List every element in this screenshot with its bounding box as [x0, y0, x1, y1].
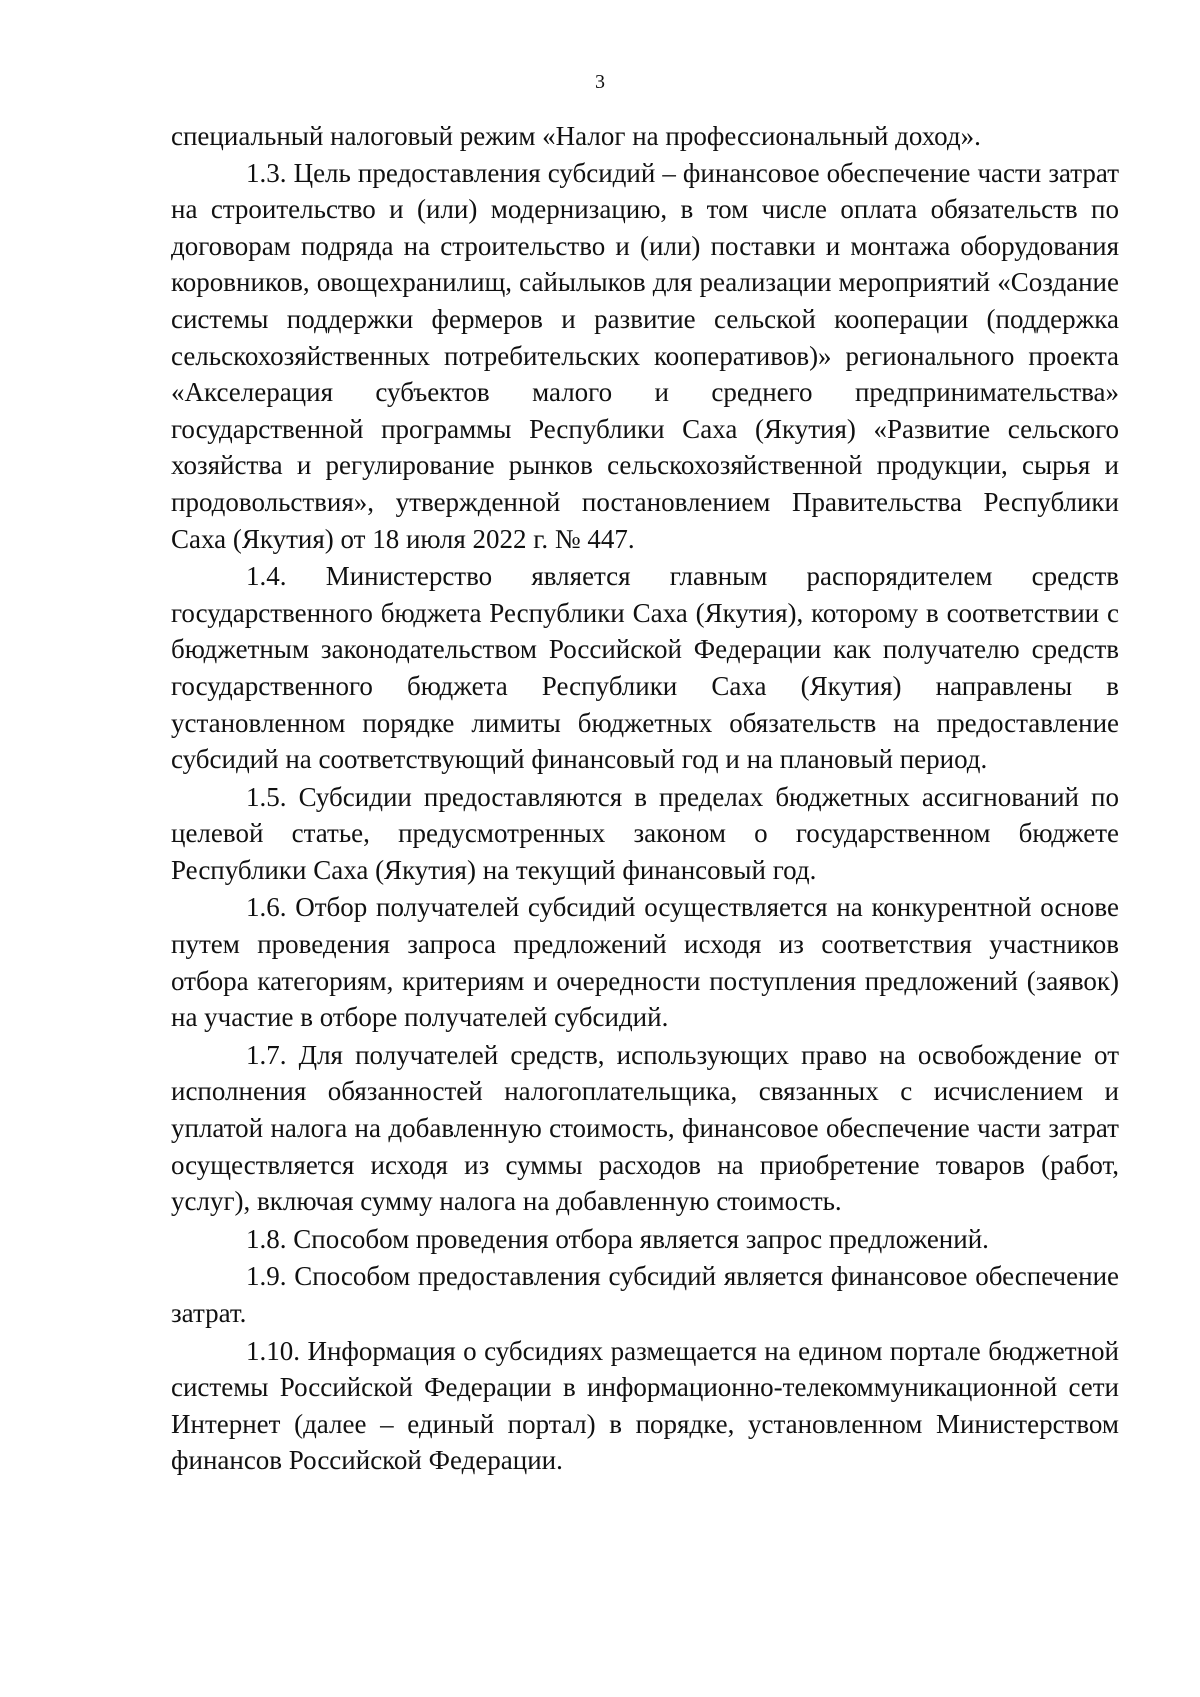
page-number: 3	[595, 71, 605, 93]
paragraph-continuation: специальный налоговый режим «Налог на профессиональный доход».	[171, 121, 981, 151]
paragraph-1-8: 1.8. Способом проведения отбора является запрос предложений.	[246, 1223, 989, 1254]
document-body	[171, 118, 1119, 1479]
paragraph-1-10: 1.10. Информация о субсидиях размещается на едином портале бюджетной системы Российской Федерации в информационно-телекоммуникационной сети Интернет (далее – единый портал) в порядке, установленном Министерством финансов Российской Федерации.	[171, 1335, 1119, 1476]
paragraph-1-9: 1.9. Способом предоставления субсидий является финансовое обеспечение затрат.	[171, 1261, 1119, 1328]
paragraph-1-6: 1.6. Отбор получателей субсидий осуществляется на конкурентной основе путем проведения запроса предложений исходя из соответствия участников отбора категориям, критериям и очередности поступления предложений (заявок) на участие в отборе получателей субсидий.	[171, 892, 1119, 1033]
paragraph-1-4: 1.4. Министерство является главным распорядителем средств государственного бюджета Республики Саха (Якутия), которому в соответствии с бюджетным законодательством Российской Федерации как получателю средств государственного бюджета Республики Саха (Якутия) направлены в установленном порядке лимиты бюджетных обязательств на предоставление субсидий на соответствующий финансовый год и на плановый период.	[171, 561, 1119, 775]
paragraph-1-5: 1.5. Субсидии предоставляются в пределах бюджетных ассигнований по целевой статье, предусмотренных законом о государственном бюджете Республики Саха (Якутия) на текущий финансовый год.	[171, 781, 1119, 885]
paragraph-1-7: 1.7. Для получателей средств, использующих право на освобождение от исполнения обязанностей налогоплательщика, связанных с исчислением и уплатой налога на добавленную стоимость, финансовое обеспечение части затрат осуществляется исходя из суммы расходов на приобретение товаров (работ, услуг), включая сумму налога на добавленную стоимость.	[171, 1039, 1119, 1217]
paragraph-1-3: 1.3. Цель предоставления субсидий – финансовое обеспечение части затрат на строительство и (или) модернизацию, в том числе оплата обязательств по договорам подряда на строительство и (или) поставки и монтажа оборудования коровников, овощехранилищ, сайылыков для реализации мероприятий «Создание системы поддержки фермеров и развитие сельской кооперации (поддержка сельскохозяйственных потребительских кооперативов)» регионального проекта «Акселерация субъектов малого и среднего предпринимательства» государственной программы Республики Саха (Якутия) «Развитие сельского хозяйства и регулирование рынков сельскохозяйственной продукции, сырья и продовольствия», утвержденной постановлением Правительства Республики Саха (Якутия) от 18 июля 2022 г. № 447.	[171, 157, 1119, 554]
